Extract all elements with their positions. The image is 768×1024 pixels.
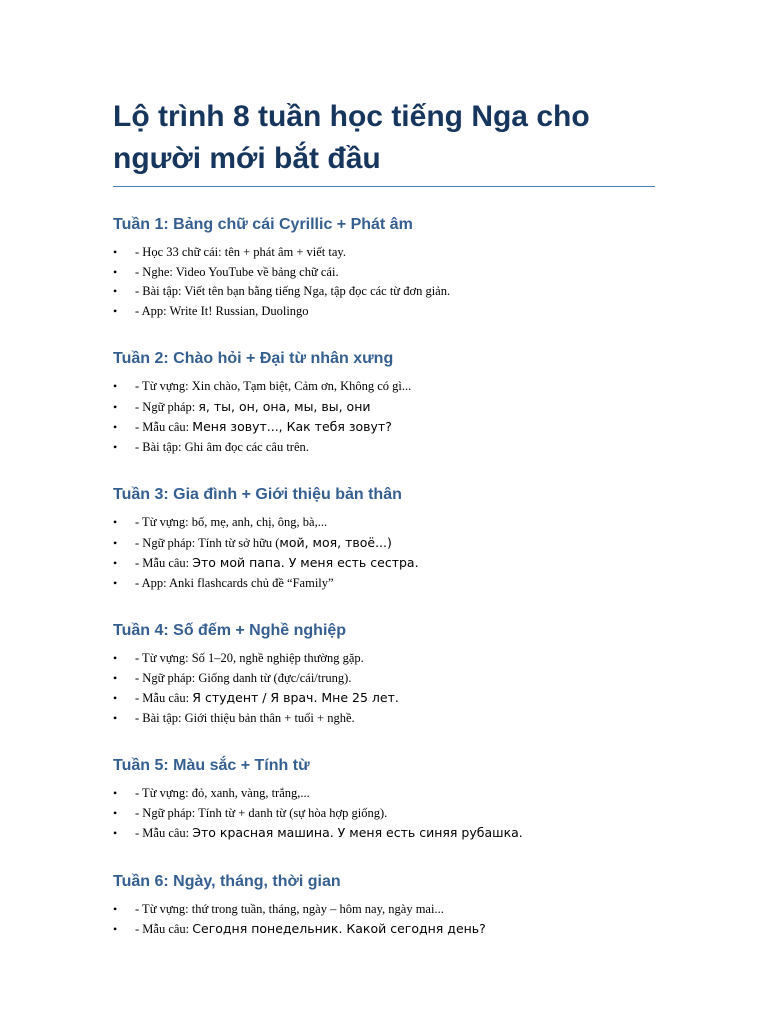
bullet-icon: • [113,710,118,725]
document-title: Lộ trình 8 tuần học tiếng Nga cho người mới bắt đầu [113,96,655,187]
week-section [113,621,655,728]
week-section [113,349,655,457]
list-item-label: - Mẫu câu: [135,691,193,705]
list-item [113,823,655,844]
list-item [113,513,655,533]
list-item-text [135,282,450,302]
list-item-label: - Mẫu câu: [135,556,193,570]
list-item-label: - Nghe: Video YouTube về bảng chữ cái. [135,264,339,279]
week-heading: Tuần 2: Chào hỏi + Đại từ nhân xưng [113,350,394,367]
bullet-icon: • [113,264,118,279]
list-item-label: - Từ vựng: đỏ, xanh, vàng, trắng,... [135,786,310,800]
list-item-text [135,919,486,940]
week-item-list [113,784,655,844]
russian-example: Это красная машина. У меня есть синяя рубашка. [192,825,523,840]
bullet-icon: • [113,922,118,936]
week-heading: Tuần 1: Bảng chữ cái Cyrillic + Phát âm [113,216,413,233]
list-item-label: - Ngữ pháp: Tính từ sở hữu ( [135,535,280,550]
list-item-label: - Ngữ pháp: Tính từ + danh từ (sự hòa hợp giống). [135,805,388,820]
bullet-icon: • [113,399,118,414]
week-section [113,756,655,844]
list-item-label: - Mẫu câu: [135,420,193,434]
list-item-label: - Bài tập: Ghi âm đọc các câu trên. [135,439,309,454]
week-section [113,485,655,593]
list-item-text [135,417,392,438]
list-item-text [135,669,351,689]
week-heading: Tuần 5: Màu sắc + Tính từ [113,757,310,774]
list-item [113,243,655,263]
list-item-label: - Mẫu câu: [135,922,193,936]
list-item [113,377,655,397]
list-item [113,417,655,438]
russian-example: Это мой папа. У меня есть сестра. [192,555,419,570]
list-item-text [135,709,355,729]
bullet-icon: • [113,901,118,916]
week-heading: Tuần 3: Gia đình + Giới thiệu bản thân [113,486,402,503]
list-item [113,397,655,418]
list-item-text [135,302,309,322]
bullet-icon: • [113,691,118,705]
list-item [113,533,655,554]
list-item-label: - Bài tập: Viết tên bạn bằng tiếng Nga, tập đọc các từ đơn giản. [135,284,451,298]
russian-example: я, ты, он, она, мы, вы, они [198,398,371,414]
list-item [113,438,655,458]
list-item-label: - Từ vựng: bố, mẹ, anh, chị, ông, bà,... [135,515,328,529]
list-item-text [135,243,346,263]
list-item [113,282,655,302]
bullet-icon: • [113,786,118,800]
list-item [113,669,655,689]
list-item-text [135,574,334,594]
list-item-text [135,397,371,418]
list-item-label: - Bài tập: Giới thiệu bản thân + tuổi + nghề. [135,710,355,725]
list-item-label: - Học 33 chữ cái: tên + phát âm + viết tay. [135,245,346,259]
week-item-list [113,243,655,321]
list-item-label: - Ngữ pháp: Giống danh từ (đực/cái/trung). [135,670,352,685]
bullet-icon: • [113,284,118,298]
week-item-list [113,513,655,593]
bullet-icon: • [113,303,118,318]
bullet-icon: • [113,651,118,665]
list-item [113,688,655,709]
list-item [113,574,655,594]
list-item-text [135,553,419,574]
list-item [113,302,655,322]
list-item [113,804,655,824]
bullet-icon: • [113,805,118,820]
russian-example: мой, моя, твоё...) [279,534,392,550]
list-item-text [135,438,309,458]
russian-example: Меня зовут..., Как тебя зовут? [192,419,392,434]
bullet-icon: • [113,575,118,590]
russian-example: Сегодня понедельник. Какой сегодня день? [192,921,486,936]
list-item-text [135,784,310,804]
list-item-text [135,263,339,283]
list-item [113,709,655,729]
list-item-label: - Từ vựng: Xin chào, Tạm biệt, Cảm ơn, Không có gì... [135,379,412,393]
list-item [113,263,655,283]
week-section [113,215,655,321]
week-heading: Tuần 4: Số đếm + Nghề nghiệp [113,622,347,639]
bullet-icon: • [113,379,118,393]
list-item-label: - Từ vựng: Số 1–20, nghề nghiệp thường gặp. [135,651,364,665]
list-item-text [135,900,444,920]
list-item [113,900,655,920]
list-item-label: - Từ vựng: thứ trong tuần, tháng, ngày – hôm nay, ngày mai... [135,901,444,916]
bullet-icon: • [113,439,118,454]
list-item [113,553,655,574]
week-section [113,872,655,940]
week-item-list [113,649,655,728]
list-item-label: - Mẫu câu: [135,826,193,840]
list-item-text [135,649,364,669]
list-item-text [135,513,327,533]
week-item-list [113,900,655,940]
list-item-label: - Ngữ pháp: [135,399,199,414]
weeks-container [113,215,655,940]
bullet-icon: • [113,826,118,840]
russian-example: Я студент / Я врач. Мне 25 лет. [192,690,399,705]
bullet-icon: • [113,420,118,434]
list-item-text [135,533,392,554]
list-item-text [135,688,399,709]
list-item-text [135,823,523,844]
list-item [113,649,655,669]
bullet-icon: • [113,245,118,259]
list-item-text [135,804,387,824]
bullet-icon: • [113,535,118,550]
list-item-label: - App: Anki flashcards chủ đề “Family” [135,575,334,590]
list-item [113,919,655,940]
list-item-label: - App: Write It! Russian, Duolingo [135,303,309,318]
week-heading: Tuần 6: Ngày, tháng, thời gian [113,872,341,890]
bullet-icon: • [113,515,118,529]
bullet-icon: • [113,670,118,685]
list-item [113,784,655,804]
list-item-text [135,377,411,397]
bullet-icon: • [113,556,118,570]
week-item-list [113,377,655,457]
